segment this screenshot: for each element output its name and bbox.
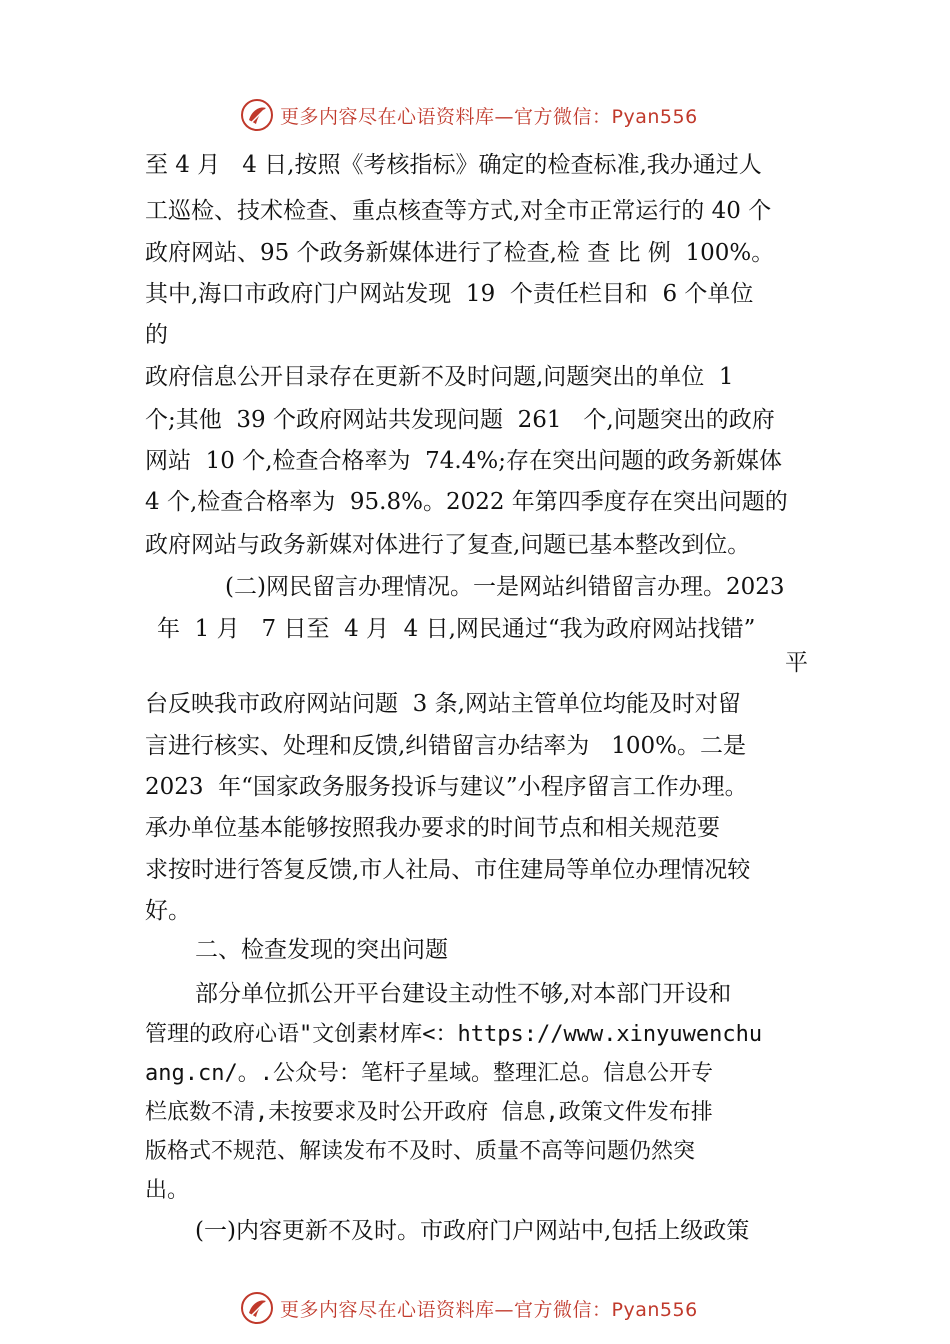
footer-brand: 更多内容尽在心语资料库 <box>280 1298 495 1321</box>
logo-icon <box>240 98 274 132</box>
text-line: 好。 <box>145 898 191 924</box>
footer-separator: — <box>494 1298 515 1321</box>
text-line: 版格式不规范、解读发布不及时、质量不高等问题仍然突 <box>145 1139 696 1164</box>
text-line: 部分单位抓公开平台建设主动性不够,对本部门开设和 <box>195 981 732 1007</box>
logo-icon <box>240 1291 274 1325</box>
text-line: 求按时进行答复反馈,市人社局、市住建局等单位办理情况较 <box>145 857 751 883</box>
text-line: (二)网民留言办理情况。一是网站纠错留言办理。2023 <box>225 574 785 600</box>
footer-wechat-id: Pyan556 <box>611 1298 698 1321</box>
text-line: 4 个,检查合格率为 95.8%。2022 年第四季度存在突出问题的 <box>145 489 788 515</box>
header-brand-text <box>280 102 698 129</box>
footer-wechat-label: 官方微信： <box>514 1298 612 1321</box>
text-line: 管理的政府心语"文创素材库<：https://www.xinyuwenchu <box>145 1022 763 1047</box>
text-line: 年 1 月 7 日至 4 月 4 日,网民通过“我为政府网站找错” <box>157 616 756 642</box>
header-wechat-label: 官方微信： <box>514 105 612 128</box>
text-line: 2023 年“国家政务服务投诉与建议”小程序留言工作办理。 <box>145 774 748 800</box>
header-wechat-id: Pyan556 <box>611 105 698 128</box>
text-line: 政府网站与政务新媒对体进行了复查,问题已基本整改到位。 <box>145 532 751 558</box>
text-line: 言进行核实、处理和反馈,纠错留言办结率为 100%。二是 <box>145 733 746 759</box>
text-line: 平 <box>785 650 808 676</box>
text-line: 政府网站、95 个政务新媒体进行了检查,检 查 比 例 100%。 <box>145 240 775 266</box>
footer-banner <box>240 1289 760 1327</box>
text-line: 个;其他 39 个政府网站共发现问题 261 个,问题突出的政府 <box>145 407 775 433</box>
text-line: 工巡检、技术检查、重点核查等方式,对全市正常运行的 40 个 <box>145 198 772 224</box>
text-line: 承办单位基本能够按照我办要求的时间节点和相关规范要 <box>145 815 720 841</box>
footer-brand-text <box>280 1295 698 1322</box>
section-heading: 二、检查发现的突出问题 <box>195 937 448 963</box>
text-line: 台反映我市政府网站问题 3 条,网站主管单位均能及时对留 <box>145 691 741 717</box>
header-brand: 更多内容尽在心语资料库 <box>280 105 495 128</box>
header-banner <box>240 96 760 134</box>
text-line: 其中,海口市政府门户网站发现 19 个责任栏目和 6 个单位 <box>145 281 754 307</box>
text-line: 出。 <box>145 1178 190 1203</box>
text-line: 栏底数不清,未按要求及时公开政府 信息,政策文件发布排 <box>145 1100 713 1125</box>
text-line: 的 <box>145 322 168 348</box>
text-line: ang.cn/。.公众号：笔杆子星域。整理汇总。信息公开专 <box>145 1061 713 1086</box>
text-line: (一)内容更新不及时。市政府门户网站中,包括上级政策 <box>195 1218 750 1244</box>
text-line: 网站 10 个,检查合格率为 74.4%;存在突出问题的政务新媒体 <box>145 448 782 474</box>
header-separator: — <box>494 105 515 128</box>
text-line: 政府信息公开目录存在更新不及时问题,问题突出的单位 1 <box>145 364 734 390</box>
text-line: 至 4 月 4 日,按照《考核指标》确定的检查标准,我办通过人 <box>145 152 762 178</box>
